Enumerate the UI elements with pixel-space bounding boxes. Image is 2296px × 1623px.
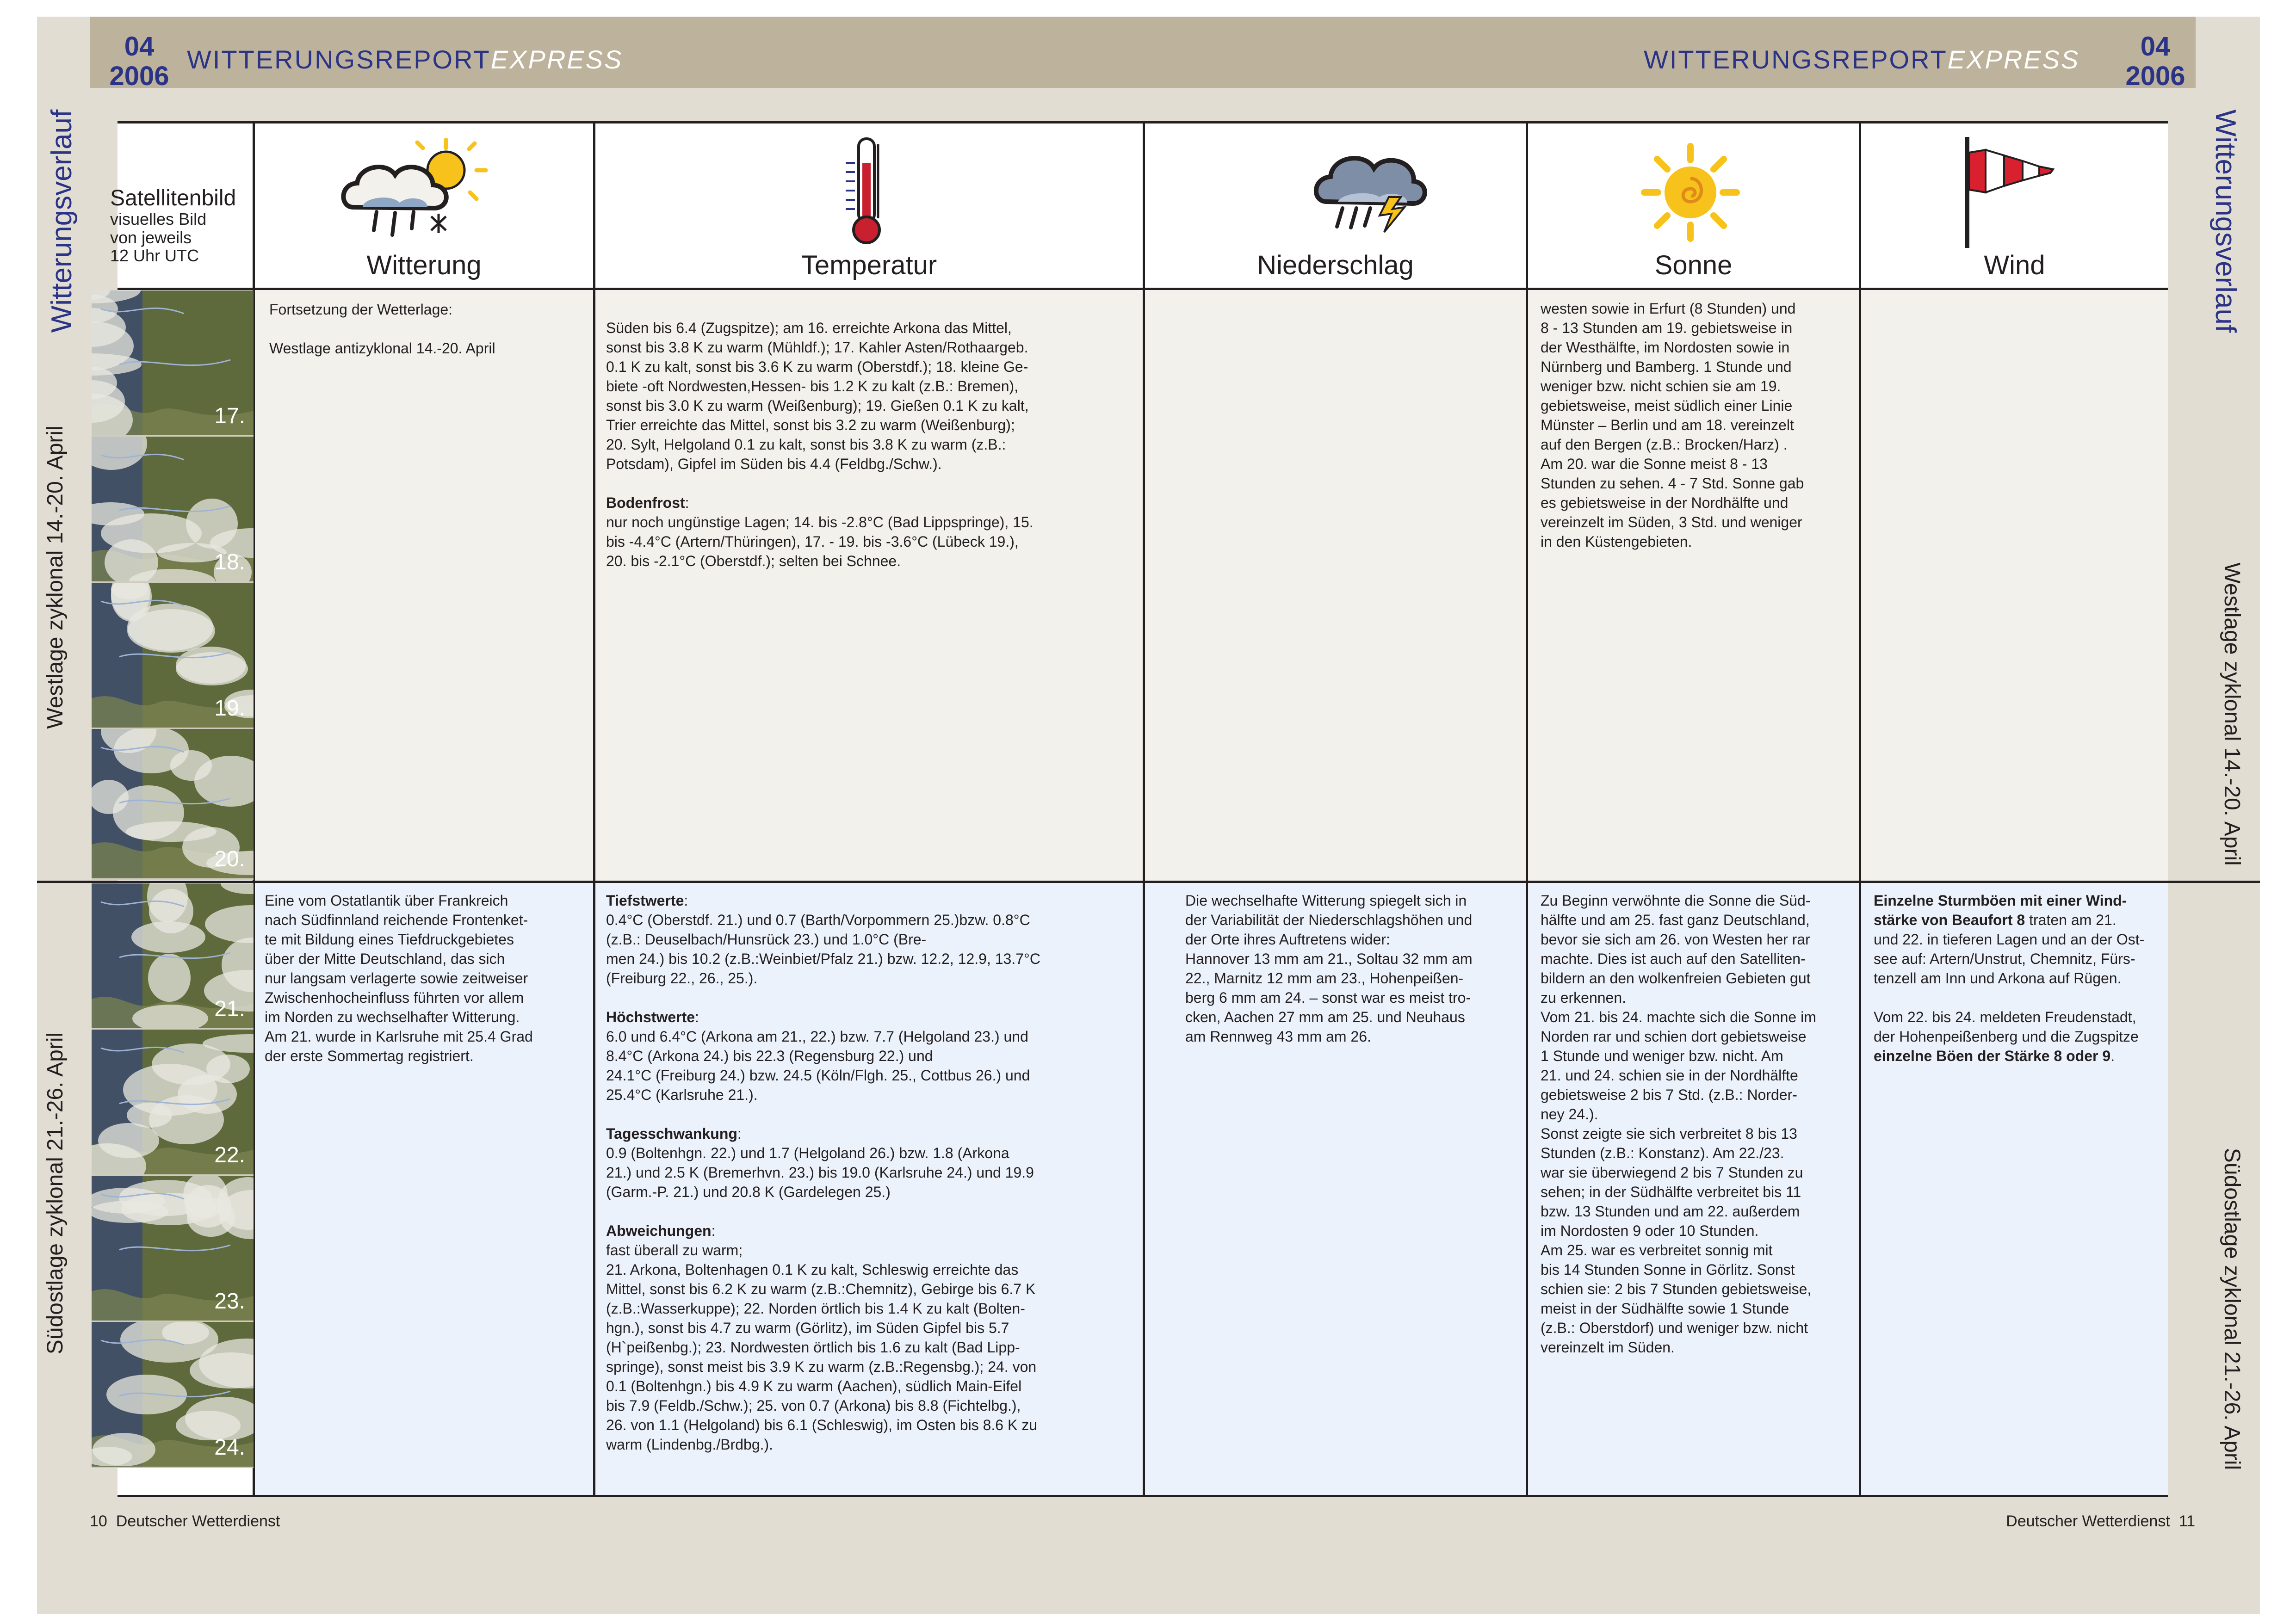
column-divider-5 (1859, 121, 1861, 1497)
column-divider-4 (1526, 121, 1528, 1497)
satellite-day-label: 19. (214, 696, 245, 721)
week2-wind-cell (1874, 891, 2165, 1066)
satellite-day-label: 21. (214, 997, 245, 1021)
footer-left-org: Deutscher Wetterdienst (116, 1512, 280, 1530)
week2-wind-bold-2: einzelne Böen der Stärke 8 oder 9 (1874, 1048, 2111, 1064)
header-title-left (187, 44, 623, 74)
satellite-day-label: 18. (214, 550, 245, 574)
header-title-express: EXPRESS (490, 45, 623, 74)
week1-bodenfrost-text: nur noch ungünstige Lagen; 14. bis -2.8°C (Bad Lippspringe), 15. bis -4.4°C (Artern/Thüringen), 17. - 19. bis -3.6°C (Lübeck 19.), 20. bis -2.1°C (Oberstdf.); selten bei Schnee. (606, 514, 1034, 569)
week2-wind-text-2: . (2110, 1048, 2115, 1064)
satellite-image (92, 1030, 254, 1176)
sun-icon (1640, 142, 1741, 246)
colon: : (684, 892, 688, 909)
side-label-left-week2: Südostlage zyklonal 21.-26. April (43, 1032, 68, 1355)
side-label-left-week1: Westlage zyklonal 14.-20. April (43, 426, 68, 729)
windsock-icon (1958, 134, 2064, 252)
side-label-right-main: Witterungsverlauf (2209, 109, 2241, 333)
week2-abw-heading: Abweichungen (606, 1222, 712, 1239)
header-title-right (1644, 44, 2079, 74)
colon: : (737, 1125, 742, 1142)
column-divider-3 (1143, 121, 1145, 1497)
side-label-right-week1: Westlage zyklonal 14.-20. April (2220, 562, 2244, 866)
colon: : (685, 494, 689, 511)
week1-witterung-text: Fortsetzung der Wetterlage: Westlage antizyklonal 14.-20. April (269, 301, 495, 357)
week1-temperatur-cell (606, 299, 1138, 571)
header-year-left: 2006 (109, 61, 169, 91)
header-date-left (109, 33, 169, 90)
cloud-sun-icon (335, 138, 492, 247)
week2-schwank-text: 0.9 (Boltenhgn. 22.) und 1.7 (Helgoland 26.) bzw. 1.8 (Arkona 21.) und 2.5 K (Bremerhvn. 23.) bis 19.0 (Karlsruhe 24.) und 19.9 (Garm.-P. 21.) und 20.8 K (Gardelegen 25.) (606, 1145, 1034, 1200)
column-header-wind: Wind (1984, 250, 2045, 280)
week2-tief-heading: Tiefstwerte (606, 892, 684, 909)
header-month-right: 04 (2140, 31, 2171, 62)
week2-witterung-text: Eine vom Ostatlantik über Frankreich nach Südfinnland reichende Frontenket- te mit Bildung eines Tiefdruckgebietes über der Mitte Deutschland, das sich nur langsam verlagerte sowie zeitweiser Zwischenhocheinfluss führten vor allem im Norden zu wechselhafter Witterung. Am 21. wurde in Karlsruhe mit 25.4 Grad der erste Sommertag registriert. (265, 892, 533, 1064)
footer-right (2006, 1512, 2195, 1530)
satellite-image (92, 290, 254, 437)
colon: : (695, 1009, 699, 1025)
week2-niederschlag-text: Die wechselhafte Witterung spiegelt sich in der Variabilität der Niederschlagshöhen und der Orte ihres Auftretens wider: Hannover 13 mm am 21., Soltau 32 mm am 22., Marnitz 12 mm am 23., Hohenpeißen- berg 6 mm am 24. – sonst war es meist tro- cken, Aachen 27 mm am 25. und Neuhaus am Rennweg 43 mm am 26. (1185, 892, 1473, 1045)
satellite-day-label: 22. (214, 1143, 245, 1167)
thermometer-icon (841, 135, 892, 248)
satellite-image (92, 1322, 254, 1468)
week2-wind-text-1: traten am 21. und 22. in tieferen Lagen und an der Ost- see auf: Artern/Unstrut, Chemnitz, Fürs- tenzell am Inn und Arkona auf Rügen. Vom 22. bis 24. meldeten Freudenstadt, der Hohenpeißenberg und die Zugspitze (1874, 912, 2145, 1045)
header-title-main: WITTERUNGSREPORT (1644, 45, 1948, 74)
satellite-day-label: 17. (214, 404, 245, 428)
week1-sonne-text: westen sowie in Erfurt (8 Stunden) und 8 - 13 Stunden am 19. gebietsweise in der Westhälfte, im Nordosten sowie in Nürnberg und Bamberg. 1 Stunde und weniger bzw. nicht schien sie am 19. gebietsweise, meist südlich einer Linie Münster – Berlin und am 18. vereinzelt auf den Bergen (z.B.: Brocken/Harz) . Am 20. war die Sonne meist 8 - 13 Stunden zu sehen. 4 - 7 Std. Sonne gab es gebietsweise in der Nordhälfte und vereinzelt im Süden, 3 Std. und weniger in den Küstengebieten. (1541, 300, 1804, 550)
footer-left-page: 10 (90, 1512, 107, 1530)
week2-tief-text: 0.4°C (Oberstdf. 21.) und 0.7 (Barth/Vorpommern 25.)bzw. 0.8°C (z.B.: Deuselbach/Hunsrück 23.) und 1.0°C (Bre- men 24.) bis 10.2 (z.B.:Weinbiet/Pfalz 21.) bzw. 12.2, 12.9, 13.7°C (Freiburg 22., 26., 25.). (606, 912, 1040, 987)
rain-cloud-icon (1310, 146, 1430, 236)
column-header-witterung: Witterung (366, 250, 482, 280)
week1-temperatur-text: Süden bis 6.4 (Zugspitze); am 16. erreichte Arkona das Mittel, sonst bis 3.8 K zu warm (Mühldf.); 17. Kahler Asten/Rothaargeb. 0.1 K zu kalt, sonst bis 3.6 K zu warm (Oberstdf.); 18. kleine Ge- biete -oft Nordwesten,Hessen- bis 1.2 K zu kalt (z.B.: Bremen), sonst bis 3.0 K zu warm (Weißenburg); 19. Gießen 0.1 K zu kalt, Trier erreichte das Mittel, sonst bis 3.2 zu warm (Weißenburg); 20. Sylt, Helgoland 0.1 zu kalt, sonst bis 3.8 K zu warm (z.B.: Potsdam), Gipfel im Süden bis 4.4 (Feldbg./Schw.). (606, 320, 1029, 472)
week1-bodenfrost-heading: Bodenfrost (606, 494, 685, 511)
week1-row-background (255, 290, 2168, 881)
footer-left (90, 1512, 280, 1530)
satellite-day-label: 24. (214, 1435, 245, 1460)
satellite-image (92, 437, 254, 583)
side-label-right-week2: Südostlage zyklonal 21.-26. April (2220, 1148, 2244, 1470)
column-header-temperatur: Temperatur (801, 250, 937, 280)
satellite-day-label: 20. (214, 847, 245, 871)
column-header-sonne: Sonne (1654, 250, 1733, 280)
week2-wind-bold-1: Einzelne Sturmböen mit einer Wind- stärke von Beaufort 8 (1874, 892, 2127, 928)
week2-hoch-heading: Höchstwerte (606, 1009, 695, 1025)
header-year-right: 2006 (2125, 61, 2185, 91)
column-header-niederschlag: Niederschlag (1257, 250, 1414, 280)
column-divider-2 (593, 121, 595, 1497)
satellite-image (92, 1176, 254, 1322)
satellite-title: Satellitenbild (110, 186, 236, 210)
header-title-main: WITTERUNGSREPORT (187, 45, 491, 74)
week2-abw-text: fast überall zu warm; 21. Arkona, Boltenhagen 0.1 K zu kalt, Schleswig erreichte das Mittel, sonst bis 6.2 K zu warm (z.B.:Chemnitz), Gebirge bis 6.7 K (z.B.:Wasserkuppe); 22. Norden örtlich bis 1.4 K zu kalt (Bolten- hgn.), sonst bis 4.7 zu warm (Görlitz), im Süden Gipfel bis 5.7 (H`peißenbg.); 23. Nordwesten örtlich bis 1.6 zu kalt (Bad Lipp- springe), sonst meist bis 3.9 K zu warm (z.B.:Regensbg.); 24. von 0.1 (Boltenhgn.) bis 4.9 K zu warm (Aachen), südlich Main-Eifel bis 7.9 (Feldb./Schw.); 25. von 0.7 (Arkona) bis 8.8 (Fichtelbg.), 26. von 1.1 (Helgoland) bis 6.1 (Schleswig), im Osten bis 8.6 K zu warm (Lindenbg./Brdbg.). (606, 1242, 1037, 1453)
header-date-right (2125, 33, 2185, 90)
week2-schwank-heading: Tagesschwankung (606, 1125, 737, 1142)
colon: : (711, 1222, 716, 1239)
footer-right-org: Deutscher Wetterdienst (2006, 1512, 2170, 1530)
satellite-subtitle: visuelles Bild von jeweils 12 Uhr UTC (110, 210, 207, 265)
side-label-left-main: Witterungsverlauf (46, 109, 78, 333)
satellite-image (92, 583, 254, 729)
satellite-image (92, 729, 254, 880)
header-month-left: 04 (124, 31, 155, 62)
week2-hoch-text: 6.0 und 6.4°C (Arkona am 21., 22.) bzw. 7.7 (Helgoland 23.) und 8.4°C (Arkona 24.) bis 22.3 (Regensburg 22.) und 24.1°C (Freiburg 24.) bzw. 24.5 (Köln/Flgh. 25., Cottbus 26.) und 25.4°C (Karlsruhe 21.). (606, 1028, 1030, 1103)
week-separator-rule (37, 881, 2260, 883)
footer-right-page: 11 (2178, 1512, 2195, 1530)
week2-sonne-text: Zu Beginn verwöhnte die Sonne die Süd- hälfte und am 25. fast ganz Deutschland, bevor sie sich am 26. von Westen her rar machte. Dies ist auch auf den Satelliten- bildern an den wolkenfreien Gebieten gut zu erkennen. Vom 21. bis 24. machte sich die Sonne im Norden rar und schien dort gebietsweise 1 Stunde und weniger bzw. nicht. Am 21. und 24. schien sie in der Nordhälfte gebietsweise 2 bis 7 Std. (z.B.: Norder- ney 24.). Sonst zeigte sie sich verbreitet 8 bis 13 Stunden (z.B.: Konstanz). Am 22./23. war sie überwiegend 2 bis 7 Stunden zu sehen; in der Südhälfte verbreitet bis 11 bzw. 13 Stunden und am 22. außerdem im Nordosten 9 oder 10 Stunden. Am 25. war es verbreitet sonnig mit bis 14 Stunden Sonne in Görlitz. Sonst schien sie: 2 bis 7 Stunden gebietsweise, meist in der Südhälfte sowie 1 Stunde (z.B.: Oberstdorf) und weniger bzw. nicht vereinzelt im Süden. (1541, 892, 1816, 1356)
satellite-day-label: 23. (214, 1289, 245, 1314)
satellite-image (92, 883, 254, 1030)
week2-temperatur-cell (606, 891, 1138, 1454)
header-title-express: EXPRESS (1947, 45, 2080, 74)
